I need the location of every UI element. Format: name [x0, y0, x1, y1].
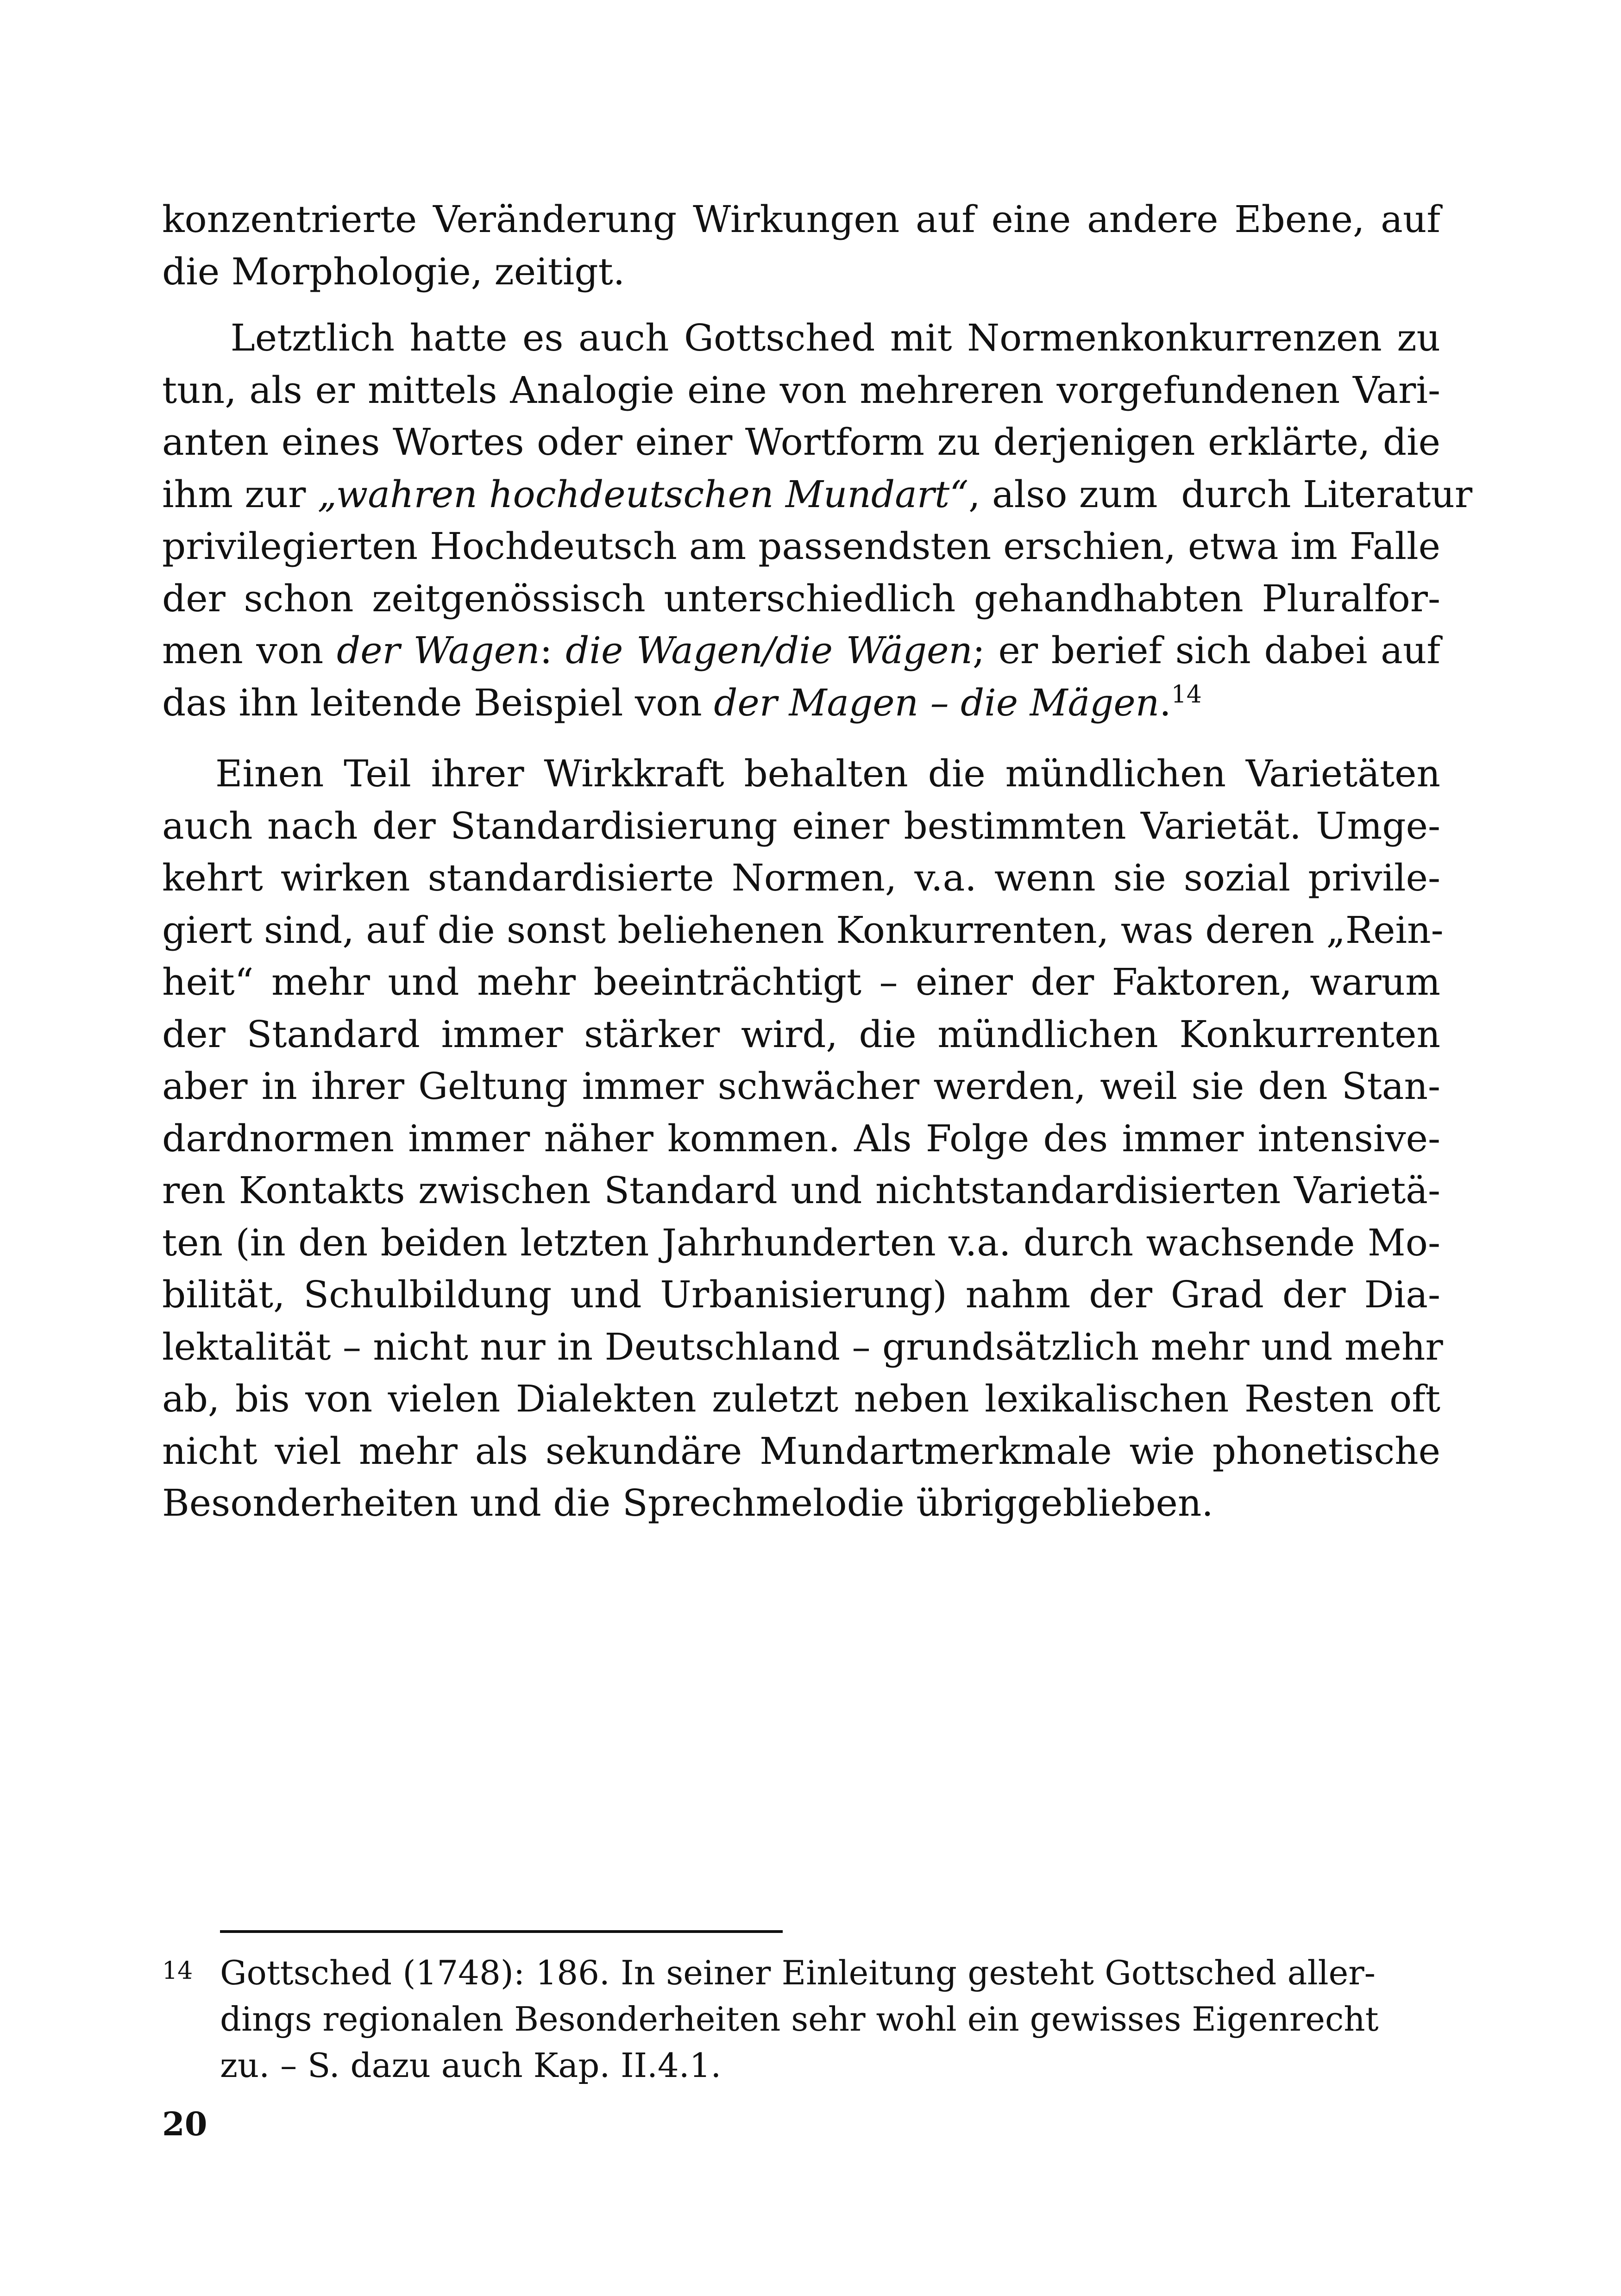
text-line: der schon zeitgenössisch unterschiedlich gehandhabten Pluralfor- [162, 577, 1440, 620]
text-run: . [1159, 681, 1171, 724]
text-line: Einen Teil ihrer Wirkkraft behalten die mündlichen Varietäten [215, 752, 1440, 795]
italic-quote: „wahren hochdeutschen Mundart“ [317, 472, 969, 516]
text-line: giert sind, auf die sonst beliehenen Konkurrenten, was deren „Rein- [162, 908, 1444, 952]
text-line: nicht viel mehr als sekundäre Mundartmerkmale wie phonetische [162, 1429, 1440, 1473]
footnote-reference: 14 [1171, 680, 1202, 709]
text-run: ; er berief sich dabei auf [972, 629, 1440, 672]
text-run: ihm zur [162, 472, 318, 516]
text-line: bilität, Schulbildung und Urbanisierung) nahm der Grad der Dia- [162, 1273, 1440, 1316]
text-line: die Morphologie, zeitigt. [162, 250, 625, 293]
text-line: der Standard immer stärker wird, die mündlichen Konkurrenten [162, 1012, 1440, 1056]
text-line: aber in ihrer Geltung immer schwächer werden, weil sie den Stan- [162, 1065, 1440, 1108]
footnote-number: 14 [162, 1957, 193, 1985]
italic-term: der Magen – die Mägen [714, 681, 1160, 724]
paragraph-2 [162, 312, 1473, 734]
text-line: kehrt wirken standardisierte Normen, v.a. wenn sie sozial privile- [162, 856, 1440, 899]
paragraph-3 [162, 748, 1444, 1530]
footnote-separator [220, 1930, 783, 1933]
text-line: ten (in den beiden letzten Jahrhunderten v.a. durch wachsende Mo- [162, 1221, 1440, 1264]
footnote-text [220, 1950, 1379, 2089]
footnote-line: zu. – S. dazu auch Kap. II.4.1. [220, 2046, 722, 2085]
text-run: , also zum durch Literatur [968, 472, 1473, 516]
text-run: : [540, 629, 566, 672]
text-line [162, 677, 1440, 734]
text-line [162, 469, 1473, 521]
text-line: heit“ mehr und mehr beeinträchtigt – einer der Faktoren, warum [162, 960, 1440, 1004]
text-line: anten eines Wortes oder einer Wortform zu derjenigen erklärte, die [162, 420, 1440, 464]
text-line: Letztlich hatte es auch Gottsched mit Normenkonkurrenzen zu [215, 316, 1440, 359]
footnote [162, 1950, 1379, 2089]
italic-term: der Wagen [336, 629, 540, 672]
text-line: konzentrierte Veränderung Wirkungen auf eine andere Ebene, auf [162, 198, 1440, 241]
text-run: das ihn leitende Beispiel von [162, 681, 714, 724]
text-run: men von [162, 629, 337, 672]
text-line: dardnormen immer näher kommen. Als Folge des immer intensive- [162, 1117, 1440, 1160]
text-line: lektalität – nicht nur in Deutschland – grundsätzlich mehr und mehr [162, 1325, 1443, 1368]
paragraph-1 [162, 194, 1440, 298]
footnote-line: Gottsched (1748): 186. In seiner Einleitung gesteht Gottsched aller- [220, 1953, 1376, 1992]
main-text [162, 194, 1473, 1530]
footnote-line: dings regionalen Besonderheiten sehr wohl ein gewisses Eigenrecht [220, 2000, 1379, 2039]
text-line: tun, als er mittels Analogie eine von mehreren vorgefundenen Vari- [162, 368, 1440, 412]
text-line: Besonderheiten und die Sprechmelodie übriggeblieben. [162, 1481, 1213, 1524]
text-line: ren Kontakts zwischen Standard und nichtstandardisierten Varietä- [162, 1169, 1440, 1212]
text-line: privilegierten Hochdeutsch am passendsten erschien, etwa im Falle [162, 525, 1440, 568]
page-number: 20 [162, 2105, 207, 2143]
text-line [162, 625, 1440, 677]
italic-term: die Wagen/die Wägen [565, 629, 973, 672]
text-line: ab, bis von vielen Dialekten zuletzt neben lexikalischen Resten oft [162, 1377, 1440, 1420]
text-line: auch nach der Standardisierung einer bestimmten Varietät. Umge- [162, 804, 1440, 847]
